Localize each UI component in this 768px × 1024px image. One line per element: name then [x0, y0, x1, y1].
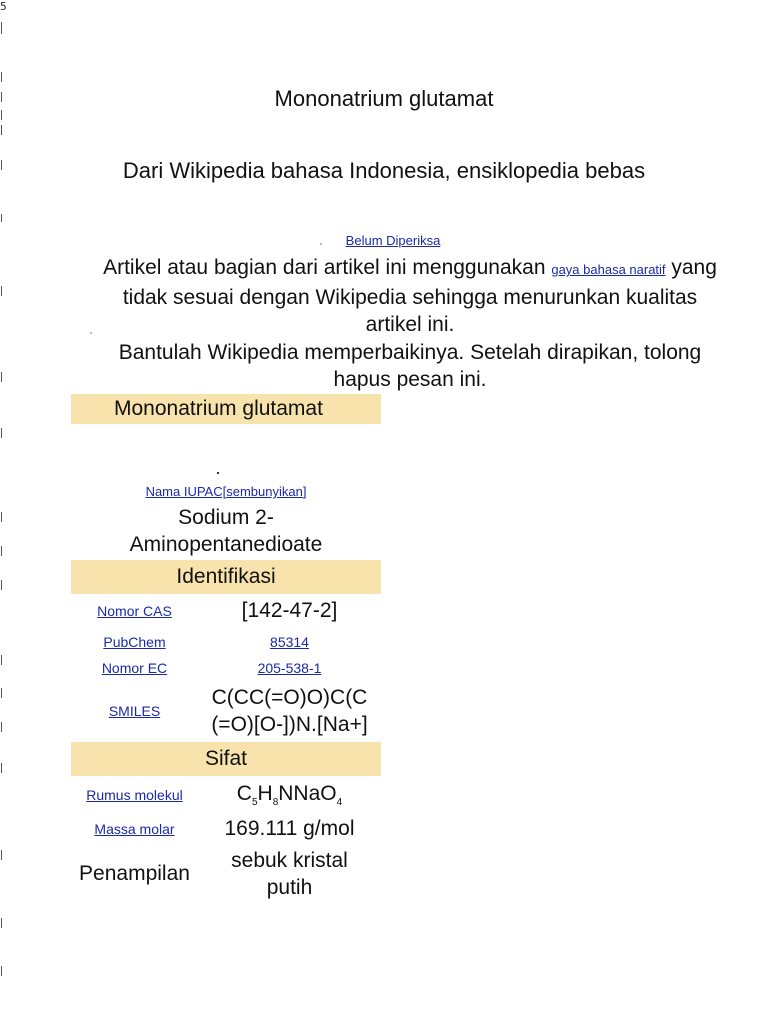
- appearance-value: sebuk kristal putih: [231, 849, 348, 899]
- gutter-mark: [1, 428, 2, 438]
- section-identification: Identifikasi: [71, 560, 381, 594]
- formula-label-link[interactable]: Rumus molekul: [86, 787, 183, 803]
- gutter-mark: [1, 512, 2, 522]
- notice-call-to-action: Bantulah Wikipedia memperbaikinya. Setelah dirapikan, tolong hapus pesan ini.: [118, 340, 702, 391]
- infobox-image: [71, 424, 381, 484]
- page-title: Mononatrium glutamat: [274, 86, 494, 111]
- smiles-label-link[interactable]: SMILES: [108, 703, 161, 719]
- gutter-mark: [1, 546, 2, 556]
- notice-status: [0, 233, 768, 248]
- molar-mass-label-link[interactable]: Massa molar: [94, 821, 175, 837]
- row-appearance: [71, 844, 381, 904]
- smiles-value: C(CC(=O)O)C(C(=O)[O-])N.[Na+]: [211, 686, 368, 736]
- gutter-mark: [1, 918, 2, 928]
- gutter-mark: [1, 580, 2, 590]
- gutter-mark: [1, 655, 2, 665]
- section-properties: Sifat: [71, 742, 381, 776]
- iupac-name-link[interactable]: Nama IUPAC[sembunyikan]: [145, 484, 307, 499]
- gutter-mark: [1, 286, 2, 296]
- row-smiles: [71, 680, 381, 742]
- cas-label-link[interactable]: Nomor CAS: [97, 603, 172, 619]
- infobox: [71, 394, 381, 904]
- notice-text-before: Artikel atau bagian dari artikel ini menggunakan: [103, 256, 552, 279]
- notice-text-after: yang tidak sesuai dengan Wikipedia sehingga menurunkan kualitas artikel ini.: [122, 256, 717, 336]
- row-formula: [71, 776, 381, 814]
- gutter-mark: [1, 722, 2, 732]
- pubchem-label-link[interactable]: PubChem: [103, 634, 166, 650]
- iupac-name-value: Sodium 2-Aminopentanedioate: [129, 506, 323, 556]
- appearance-label: Penampilan: [79, 862, 190, 885]
- row-cas: [71, 594, 381, 628]
- row-molar-mass: [71, 814, 381, 844]
- unreviewed-link[interactable]: Belum Diperiksa: [345, 233, 441, 248]
- cleanup-notice: [100, 254, 720, 394]
- ec-label-link[interactable]: Nomor EC: [101, 660, 168, 676]
- page-subtitle: Dari Wikipedia bahasa Indonesia, ensiklopedia bebas: [122, 158, 646, 183]
- gutter-mark: [1, 22, 2, 34]
- infobox-title: Mononatrium glutamat: [71, 394, 381, 424]
- style-guide-link[interactable]: gaya bahasa naratif: [551, 262, 666, 277]
- gutter-mark: [1, 372, 2, 382]
- structure-image[interactable]: [217, 472, 219, 474]
- formula-value: $C_5H_8NNaO_4$: [236, 781, 343, 809]
- gutter-mark: [1, 72, 2, 82]
- gutter-number: 5: [0, 0, 7, 13]
- gutter-mark: [1, 688, 2, 698]
- gutter-mark: [1, 214, 2, 222]
- row-pubchem: [71, 628, 381, 656]
- molar-mass-value: 169.111 g/mol: [224, 817, 355, 840]
- cas-value: [142-47-2]: [241, 599, 338, 622]
- gutter-mark: [1, 125, 2, 135]
- gutter-mark: [1, 850, 2, 860]
- notice-image: [90, 332, 92, 334]
- gutter-mark: [1, 763, 2, 773]
- iupac-name-toggle[interactable]: [71, 484, 381, 504]
- pubchem-value-link[interactable]: 85314: [270, 634, 309, 650]
- ec-value-link[interactable]: 205-538-1: [257, 660, 322, 676]
- gutter-mark: [1, 966, 2, 976]
- left-gutter: [0, 0, 10, 1024]
- row-ec: [71, 656, 381, 680]
